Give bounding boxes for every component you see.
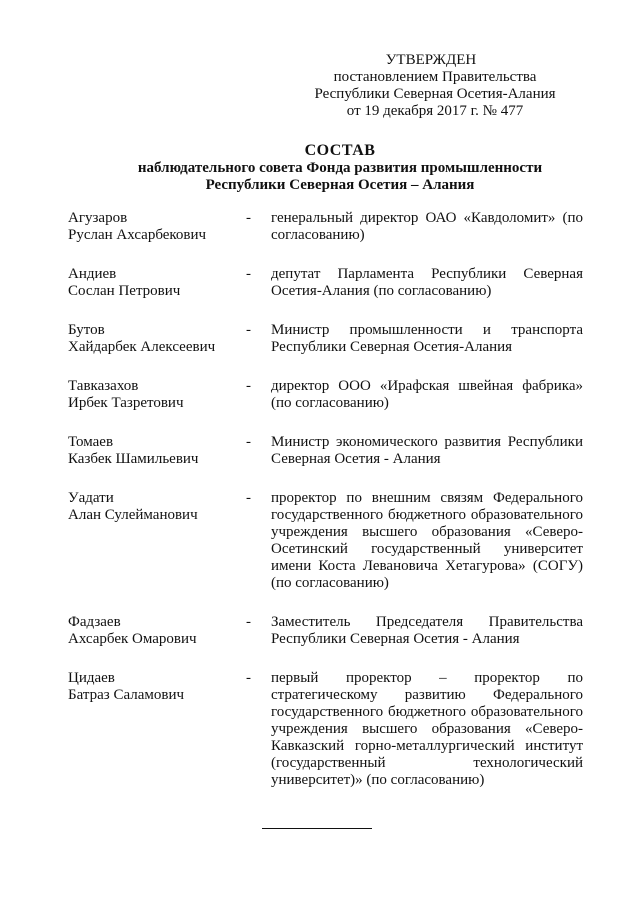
member-surname: Андиев	[68, 266, 117, 282]
approval-line-3: от 19 декабря 2017 г. № 477	[346, 103, 524, 119]
member-entry	[68, 670, 588, 789]
member-given-name: Хайдарбек Алексеевич	[68, 339, 216, 355]
member-name	[68, 614, 233, 648]
member-surname: Фадзаев	[68, 614, 121, 630]
member-position: Заместитель Председателя Правительства Республики Северная Осетия - Алания	[271, 614, 583, 647]
title-main: СОСТАВ	[304, 142, 376, 159]
members-list	[68, 210, 588, 811]
member-given-name: Ахсарбек Омарович	[68, 631, 197, 647]
member-name	[68, 434, 233, 468]
member-name	[68, 322, 233, 356]
member-entry	[68, 322, 588, 356]
member-surname: Тавказахов	[68, 378, 139, 394]
member-dash: -	[246, 266, 251, 282]
member-given-name: Сослан Петрович	[68, 283, 181, 299]
member-entry	[68, 378, 588, 412]
member-entry	[68, 490, 588, 592]
member-name	[68, 378, 233, 412]
title-sub-2: Республики Северная Осетия – Алания	[205, 177, 475, 193]
member-position: депутат Парламента Республики Северная Осетия-Алания (по согласованию)	[271, 266, 583, 299]
closing-divider	[262, 828, 372, 829]
member-position: первый проректор – проректор по стратегическому развитию Федерального государственного бюджетного образовательного учреждения высшего образования «Северо-Кавказский горно-металлургический институт (государственный технологический университет)» (по согласованию)	[271, 670, 583, 788]
member-name	[68, 490, 233, 524]
member-position: проректор по внешним связям Федерального государственного бюджетного образовательного учреждения высшего образования «Северо-Осетинский государственный университет имени Коста Левановича Хетагурова» (СОГУ) (по согласованию)	[271, 490, 583, 591]
approved-label: УТВЕРЖДЕН	[385, 52, 477, 68]
member-dash: -	[246, 210, 251, 226]
document-title	[90, 141, 590, 194]
member-given-name: Руслан Ахсарбекович	[68, 227, 207, 243]
member-given-name: Казбек Шамильевич	[68, 451, 199, 467]
member-dash: -	[246, 614, 251, 630]
approval-stamp	[300, 52, 570, 120]
member-position: генеральный директор ОАО «Кавдоломит» (по согласованию)	[271, 210, 583, 243]
member-position: директор ООО «Ирафская швейная фабрика» (по согласованию)	[271, 378, 583, 411]
member-given-name: Ирбек Тазретович	[68, 395, 184, 411]
member-name	[68, 670, 233, 704]
member-surname: Агузаров	[68, 210, 128, 226]
member-dash: -	[246, 670, 251, 686]
member-position: Министр экономического развития Республики Северная Осетия - Алания	[271, 434, 583, 467]
member-dash: -	[246, 434, 251, 450]
member-name	[68, 266, 233, 300]
member-given-name: Алан Сулейманович	[68, 507, 198, 523]
approval-line-2: Республики Северная Осетия-Алания	[314, 86, 556, 102]
member-dash: -	[246, 322, 251, 338]
member-position: Министр промышленности и транспорта Республики Северная Осетия-Алания	[271, 322, 583, 355]
member-dash: -	[246, 490, 251, 506]
approval-line-1: постановлением Правительства	[333, 69, 537, 85]
member-given-name: Батраз Саламович	[68, 687, 185, 703]
title-sub-1: наблюдательного совета Фонда развития промышленности	[137, 160, 543, 176]
member-surname: Уадати	[68, 490, 114, 506]
member-surname: Бутов	[68, 322, 105, 338]
member-entry	[68, 434, 588, 468]
member-surname: Цидаев	[68, 670, 115, 686]
member-name	[68, 210, 233, 244]
member-dash: -	[246, 378, 251, 394]
member-entry	[68, 210, 588, 244]
member-entry	[68, 614, 588, 648]
member-entry	[68, 266, 588, 300]
member-surname: Томаев	[68, 434, 114, 450]
